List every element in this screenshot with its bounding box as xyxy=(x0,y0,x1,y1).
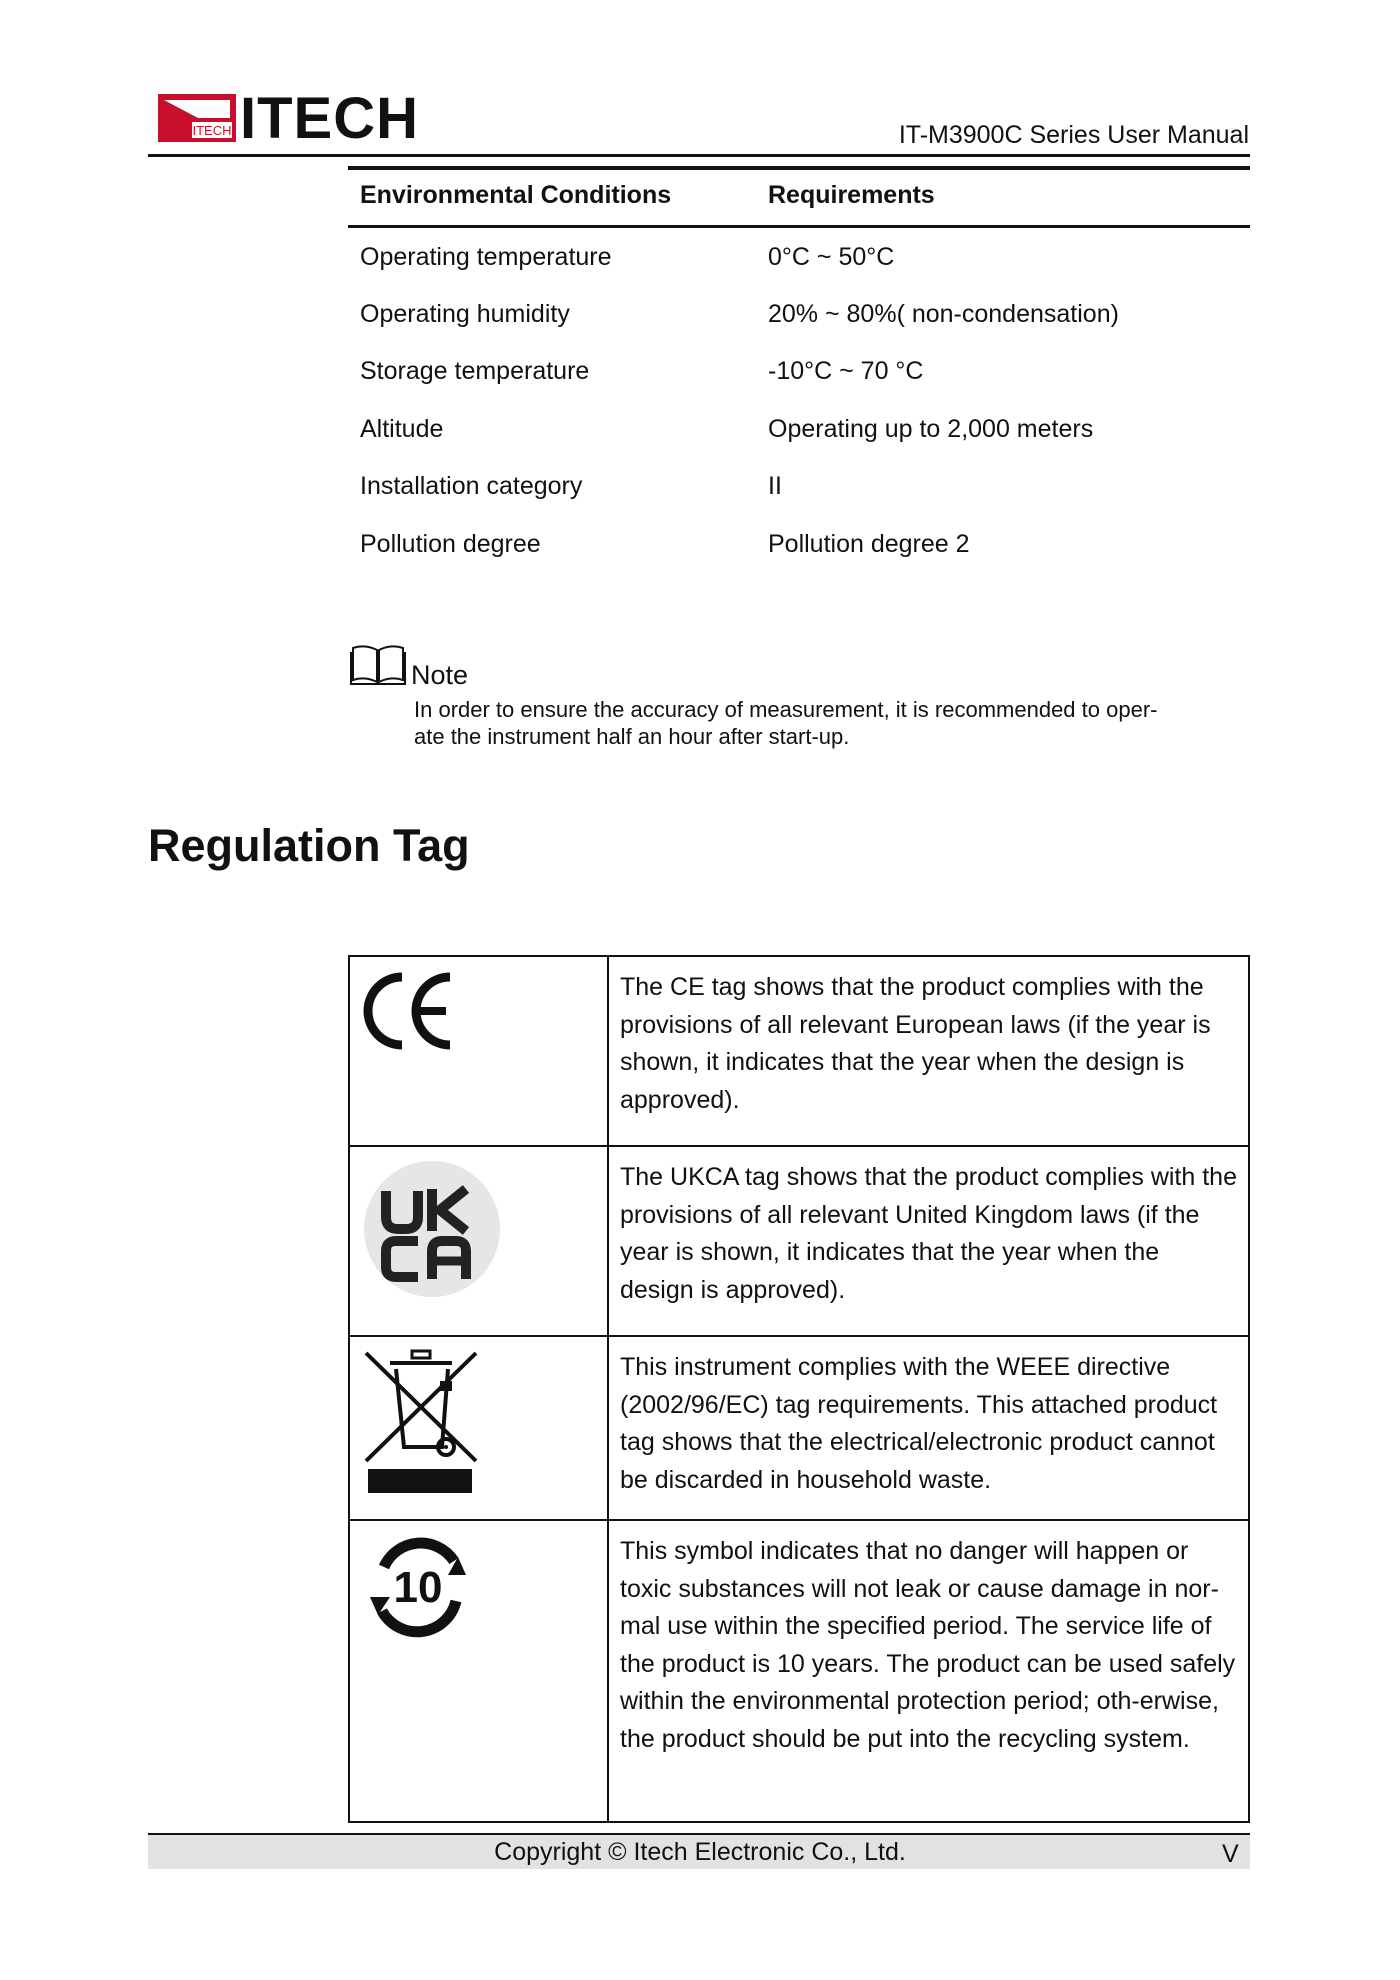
weee-bin-icon xyxy=(360,1347,482,1495)
symbol-cell xyxy=(349,956,608,1146)
symbol-cell xyxy=(349,1336,608,1520)
table-cell-requirement: 0°C ~ 50°C xyxy=(768,243,895,271)
header-divider xyxy=(148,154,1250,157)
column-header-conditions: Environmental Conditions xyxy=(360,181,672,209)
table-cell-condition: Operating temperature xyxy=(360,243,612,271)
table-row xyxy=(349,1146,1249,1336)
note-text-line: In order to ensure the accuracy of measurement, it is recommended to oper- xyxy=(414,697,1158,722)
regulation-table xyxy=(348,955,1250,1823)
efup-10-icon xyxy=(362,1531,474,1643)
book-icon xyxy=(350,644,406,686)
table-cell-requirement: Pollution degree 2 xyxy=(768,530,970,558)
symbol-cell xyxy=(349,1146,608,1336)
symbol-description: This instrument complies with the WEEE directive (2002/96/EC) tag requirements. This attached product tag shows that the electrical/electronic product cannot be discarded in household waste. xyxy=(608,1336,1249,1520)
document-title: IT-M3900C Series User Manual xyxy=(898,121,1249,149)
note-title: Note xyxy=(411,660,469,690)
column-header-requirements: Requirements xyxy=(768,181,935,209)
table-top-rule xyxy=(348,166,1250,170)
footer-copyright: Copyright © Itech Electronic Co., Ltd. xyxy=(494,1838,906,1866)
ukca-mark-icon xyxy=(362,1159,502,1299)
table-cell-requirement: Operating up to 2,000 meters xyxy=(768,415,1094,443)
efup-years-text: 10 xyxy=(393,1563,443,1612)
note-text xyxy=(414,696,1214,750)
symbol-cell xyxy=(349,1520,608,1822)
logo-badge-text: ITECH xyxy=(192,123,232,138)
symbol-description: The UKCA tag shows that the product complies with the provisions of all relevant United Kingdom laws (if the year is shown, it indicates that the year when the design is approved). xyxy=(608,1146,1249,1336)
table-header-rule xyxy=(348,225,1250,228)
table-cell-condition: Installation category xyxy=(360,472,583,500)
itech-logo xyxy=(158,86,430,151)
table-row xyxy=(349,1520,1249,1822)
table-cell-requirement: -10°C ~ 70 °C xyxy=(768,357,924,385)
note-text-line: ate the instrument half an hour after start-up. xyxy=(414,724,850,749)
table-row xyxy=(349,1336,1249,1520)
table-row xyxy=(349,956,1249,1146)
table-cell-condition: Storage temperature xyxy=(360,357,590,385)
table-cell-condition: Operating humidity xyxy=(360,300,570,328)
logo-wordmark: ITECH xyxy=(240,86,419,151)
itech-logo-mark-icon xyxy=(158,94,238,142)
page-number: V xyxy=(1222,1840,1239,1868)
table-cell-requirement: 20% ~ 80%( non-condensation) xyxy=(768,300,1119,328)
ce-mark-icon xyxy=(362,969,454,1053)
table-cell-condition: Pollution degree xyxy=(360,530,541,558)
symbol-description: This symbol indicates that no danger will happen or toxic substances will not leak or cause damage in nor-mal use within the specified period. The service life of the product is 10 years. The product can be used safely within the environmental protection period; oth-erwise, the product should be put into the recycling system. xyxy=(608,1520,1249,1822)
section-title: Regulation Tag xyxy=(148,820,470,871)
table-cell-requirement: II xyxy=(768,472,782,500)
table-cell-condition: Altitude xyxy=(360,415,444,443)
footer-divider xyxy=(148,1833,1250,1835)
symbol-description: The CE tag shows that the product complies with the provisions of all relevant European laws (if the year is shown, it indicates that the year when the design is approved). xyxy=(608,956,1249,1146)
